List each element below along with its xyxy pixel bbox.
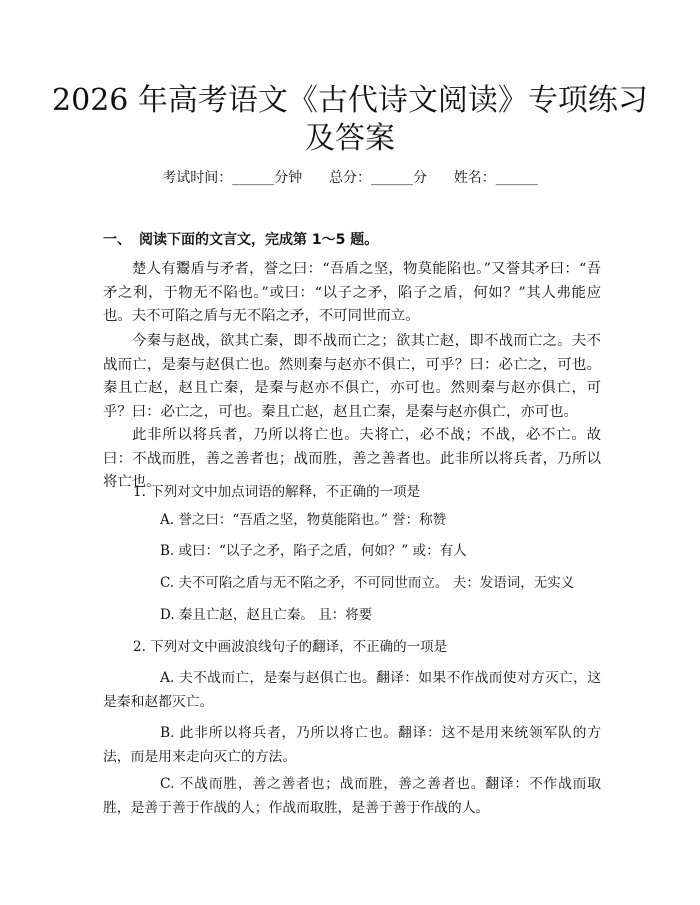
question-2-stem: 2. 下列对文中画波浪线句子的翻译，不正确的一项是 xyxy=(133,639,448,655)
question-1-option-b: B. 或曰：“以子之矛，陷子之盾，何如？” 或：有人 xyxy=(160,543,467,559)
passage-paragraph-1: 楚人有鬻盾与矛者，誉之曰：“吾盾之坚，物莫能陷也。”又誉其矛曰：“吾矛之利，于物无不陷也。”或曰：“以子之矛，陷子之盾，何如？”其人弗能应也。夫不可陷之盾与无不陷之矛，不可同世而立。 xyxy=(103,261,601,324)
section-instruction: 阅读下面的文言文，完成第 1～5 题。 xyxy=(139,232,379,248)
document-title-line-2: 及答案 xyxy=(305,121,395,156)
section-number: 一、 xyxy=(103,232,131,248)
passage-paragraph-2: 今秦与赵战，欲其亡秦，即不战而亡之；欲其亡赵，即不战而亡之。夫不战而亡，是秦与赵俱亡也。然则秦与赵亦不俱亡，可乎？曰：必亡之，可也。秦且亡赵，赵且亡秦，是秦与赵亦不俱亡，亦可也。然则秦与赵亦俱亡，可乎？曰：必亡之，可也。秦且亡赵，赵且亡秦，是秦与赵亦俱亡，亦可也。 xyxy=(103,333,601,420)
exam-meta-line: 考试时间：______分钟 总分：______分 姓名：______ xyxy=(162,170,538,186)
section-heading xyxy=(103,230,378,250)
question-2-option-b: B. 此非所以将兵者，乃所以将亡也。翻译：这不是用来统领军队的方法，而是用来走向灭亡的方法。 xyxy=(103,725,601,765)
question-1-stem: 1. 下列对文中加点词语的解释，不正确的一项是 xyxy=(133,484,421,500)
question-2-option-a: A. 夫不战而亡，是秦与赵俱亡也。翻译：如果不作战而使对方灭亡，这是秦和赵都灭亡。 xyxy=(103,670,601,710)
question-1-option-d: D. 秦且亡赵，赵且亡秦。 且：将要 xyxy=(160,607,373,623)
question-1-option-a: A. 誉之曰：“吾盾之坚，物莫能陷也。” 誉：称赞 xyxy=(160,512,447,528)
document-title-line-1: 2026 年高考语文《古代诗文阅读》专项练习 xyxy=(52,83,648,118)
question-1-option-c: C. 夫不可陷之盾与无不陷之矛，不可同世而立。 夫：发语词，无实义 xyxy=(160,575,575,591)
passage-paragraph-3: 此非所以将兵者，乃所以将亡也。夫将亡，必不战；不战，必不亡。故曰：不战而胜，善之善者也；战而胜，善之善者也。此非所以将兵者，乃所以将亡也。 xyxy=(103,427,601,490)
question-2-option-c: C. 不战而胜，善之善者也；战而胜，善之善者也。翻译：不作战而取胜，是善于善于作战的人；作战而取胜，是善于善于作战的人。 xyxy=(103,776,601,816)
